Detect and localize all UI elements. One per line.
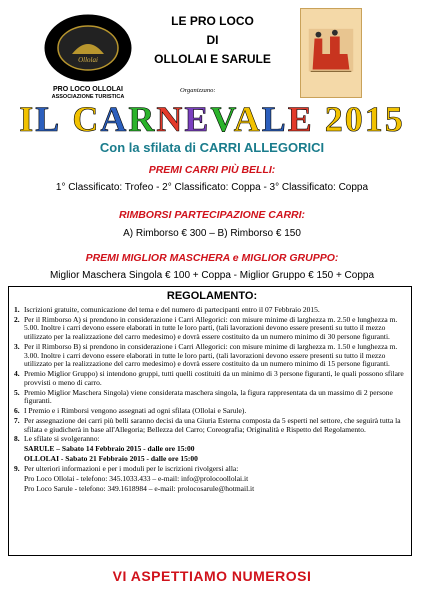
regolamento-item-number: 9. <box>14 464 20 474</box>
title-letter: 0 <box>344 99 365 139</box>
main-title <box>0 100 424 138</box>
regolamento-item-text: Per il Rimborso B) si prendono in considerazione i Carri Allegorici: con misure minime di larghezza m. 1.50 e lunghezza m. 3.00. Inoltre i carri devono essere elaborati in tutte le loro parti, (tali lavorazioni devono essere presenti su tutto il mezzo utilizzato per la realizzazione del carro medesimo) e dovrà essere costituito da un numero minimo di 15 persone figuranti. <box>24 341 398 369</box>
regolamento-item <box>14 485 410 494</box>
title-letter: I <box>19 99 36 139</box>
regolamento-item-number: 3. <box>14 341 20 351</box>
regolamento-list <box>14 306 410 495</box>
regolamento-item-text: I Premio e i Rimborsi vengono assegnati ad ogni sfilata (Ollolai e Sarule). <box>24 406 247 416</box>
regolamento-item-text: Pro Loco Sarule - telefono: 349.1618984 – e-mail: prolocosarule@hotmail.it <box>24 483 255 493</box>
regolamento-item-number: 4. <box>14 369 20 379</box>
pro-loco-sarule-logo <box>300 8 362 98</box>
regolamento-item-text: Le sfilate si svolgeranno: <box>24 434 100 444</box>
logo-left-subtitle: ASSOCIAZIONE TURISTICA <box>51 94 125 100</box>
logo-left-name: PRO LOCO OLLOLAI <box>53 86 123 93</box>
header-line-3: OLLOLAI E SARULE <box>154 52 271 66</box>
regolamento-item <box>14 306 410 315</box>
regolamento-item-number: 8. <box>14 434 20 444</box>
title-letter: A <box>100 99 129 139</box>
footer-slogan: VI ASPETTIAMO NUMEROSI <box>112 568 312 584</box>
regolamento-item-text: Premio Miglior Gruppo) si intendono gruppi, tutti quelli costituiti da un minimo di 3 persone figuranti, le quali possono sfilare provvisti o meno di carro. <box>24 369 404 387</box>
pro-loco-ollolai-logo <box>42 12 134 84</box>
title-letter <box>314 99 325 139</box>
header <box>140 12 285 69</box>
header-line-1: LE PRO LOCO <box>171 14 254 28</box>
premi-maschera-heading: PREMI MIGLIOR MASCHERA e MIGLIOR GRUPPO: <box>85 252 339 264</box>
regolamento-item-number: 1. <box>14 305 20 314</box>
regolamento-item-number: 6. <box>14 406 20 416</box>
title-letter: 5 <box>384 99 405 139</box>
regolamento-item-text: SARULE – Sabato 14 Febbraio 2015 - dalle ore 15:00 <box>24 444 195 454</box>
regolamento-item <box>14 370 410 387</box>
title-letter: R <box>128 99 157 139</box>
regolamento-item-text: Iscrizioni gratuite, comunicazione del tema e del numero di partecipanti entro il 07 Febbraio 2015. <box>24 305 320 314</box>
regolamento-item-number: 5. <box>14 387 20 397</box>
regolamento-item <box>14 417 410 434</box>
regolamento-item-text: OLLOLAI - Sabato 21 Febbraio 2015 - dalle ore 15:00 <box>24 454 198 464</box>
svg-text:Ollolai: Ollolai <box>78 56 98 64</box>
title-letter: 1 <box>364 99 385 139</box>
title-letter: A <box>233 99 262 139</box>
premi-maschera-text: Miglior Maschera Singola € 100 + Coppa - Miglior Gruppo € 150 + Coppa <box>49 270 375 281</box>
premi-carri-text: 1° Classificato: Trofeo - 2° Classificato: Coppa - 3° Classificato: Coppa <box>55 182 369 193</box>
title-letter: V <box>210 99 234 139</box>
regolamento-item-text: Pro Loco Ollolai - telefono: 345.1033.433 – e-mail: info@prolocoollolai.it <box>24 473 249 483</box>
title-letter: L <box>35 99 62 139</box>
regolamento-item <box>14 389 410 406</box>
regolamento-item-number <box>14 445 24 454</box>
title-letter: 2 <box>324 99 345 139</box>
title-letter: N <box>156 99 185 139</box>
regolamento-item <box>14 316 410 342</box>
rimborsi-text: A) Rimborso € 300 – B) Rimborso € 150 <box>123 228 301 239</box>
organizzano-label: Organizzano: <box>180 87 216 94</box>
regolamento-item <box>14 475 410 484</box>
title-letter: E <box>184 99 211 139</box>
header-line-2: DI <box>206 33 219 47</box>
regolamento-item-number <box>14 485 24 494</box>
title-letter <box>61 99 72 139</box>
subtitle: Con la sfilata di CARRI ALLEGORICI <box>99 140 325 155</box>
regolamento-title: REGOLAMENTO: <box>166 290 258 302</box>
title-letter: L <box>261 99 288 139</box>
regolamento-item-number <box>14 455 24 464</box>
regolamento-item-text: Per il Rimborso A) si prendono in considerazione i Carri Allegorici: con misure minime di larghezza m. 2.50 e lunghezza m. 5.00. Inoltre i carri devono essere elaborati in tutte le loro parti, (tali lavorazioni devono essere presenti su tutto il mezzo utilizzato per la realizzazione del carro medesimo) e dovrà essere costituito da un numero minimo di 30 persone figuranti. <box>24 314 398 342</box>
title-letter: C <box>72 99 101 139</box>
premi-carri-heading: PREMI CARRI PIÙ BELLI: <box>148 164 276 176</box>
regolamento-item <box>14 407 410 416</box>
regolamento-item <box>14 435 410 444</box>
regolamento-item <box>14 343 410 369</box>
regolamento-item-text: Premio Miglior Maschera Singola) viene considerata maschera singola, la figura rappresentata da un massimo di 2 persone figuranti. <box>24 387 393 406</box>
rimborsi-heading: RIMBORSI PARTECIPAZIONE CARRI: <box>118 209 306 221</box>
regolamento-item-text: Per assegnazione dei carri più belli saranno decisi da una Giuria Esterna composta da 5 esperti nel settore, che seguirà tutta la sfilata e giudicherà in base all'Allegoria; Bellezza del Carro; Coreografia; Originalità e Rispetto del Regolamento. <box>24 415 401 434</box>
regolamento-item-text: Per ulteriori informazioni e per i moduli per le iscrizioni rivolgersi alla: <box>24 464 239 474</box>
title-letter: E <box>287 99 314 139</box>
regolamento-item <box>14 445 410 454</box>
regolamento-item-number <box>14 475 24 484</box>
regolamento-item <box>14 455 410 464</box>
regolamento-item <box>14 465 410 474</box>
regolamento-item-number: 7. <box>14 415 20 425</box>
regolamento-item-number: 2. <box>14 314 20 324</box>
